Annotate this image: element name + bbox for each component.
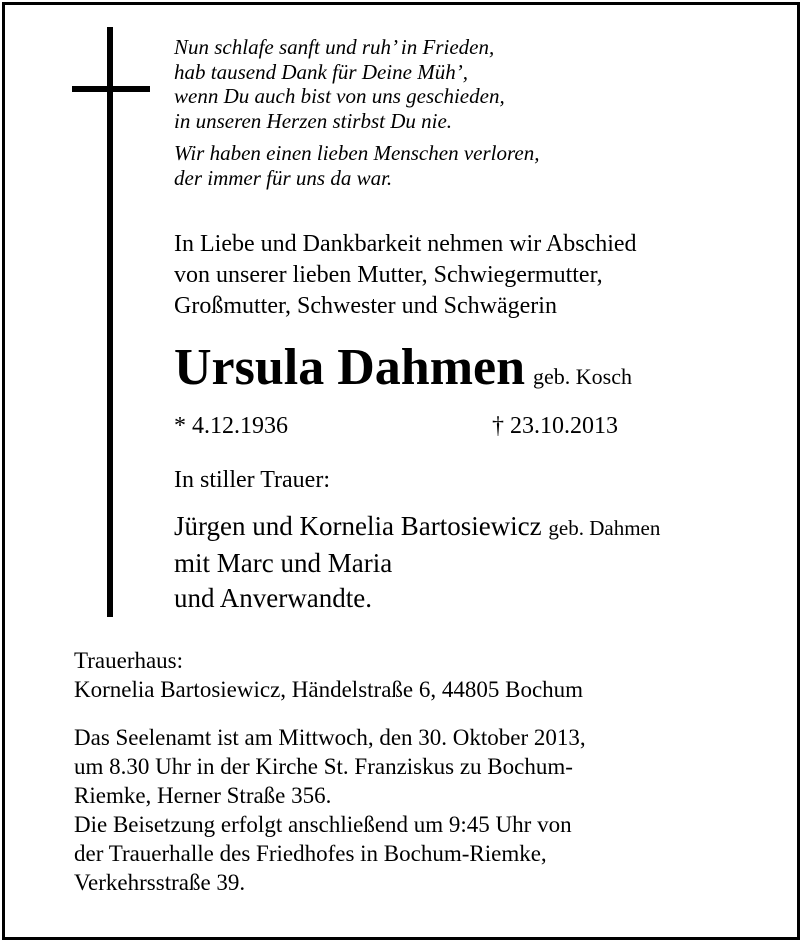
mourner-maiden-name: geb. Dahmen: [548, 516, 661, 540]
birth-date: * 4.12.1936: [174, 413, 288, 439]
deceased-name: Ursula Dahmen: [174, 339, 526, 396]
death-date: † 23.10.2013: [492, 413, 618, 439]
service-line: Riemke, Herner Straße 356.: [74, 783, 332, 808]
intro-line: Großmutter, Schwester und Schwägerin: [174, 293, 557, 319]
service-line: Verkehrsstraße 39.: [74, 870, 246, 895]
service-line: um 8.30 Uhr in der Kirche St. Franziskus zu Bochum-: [74, 754, 573, 779]
mourner-names: Jürgen und Kornelia Bartosiewicz: [174, 511, 542, 541]
house-label: Trauerhaus:: [74, 648, 184, 673]
poem-stanza-2: [174, 141, 539, 190]
cross-icon-horizontal: [72, 86, 150, 92]
poem-line: Nun schlafe sanft und ruh’ in Frieden,: [174, 35, 495, 59]
mourner-line: mit Marc und Maria: [174, 548, 393, 578]
intro-line: In Liebe und Dankbarkeit nehmen wir Abschied: [174, 231, 637, 257]
mourner-line: [174, 509, 660, 546]
service-line: der Trauerhalle des Friedhofes in Bochum-Riemke,: [74, 841, 547, 866]
house-address: Kornelia Bartosiewicz, Händelstraße 6, 44805 Bochum: [74, 677, 584, 702]
poem-line: der immer für uns da war.: [174, 165, 393, 190]
poem-line: Wir haben einen lieben Menschen verloren,: [174, 141, 540, 165]
deceased-name-line: [174, 336, 632, 400]
mourning-house: [74, 646, 583, 704]
farewell-intro: [174, 229, 637, 322]
intro-line: von unserer lieben Mutter, Schwiegermutter,: [174, 262, 603, 288]
service-info: [74, 723, 586, 897]
mourner-line: und Anverwandte.: [174, 583, 372, 613]
poem: [174, 35, 539, 190]
service-line: Das Seelenamt ist am Mittwoch, den 30. Oktober 2013,: [74, 725, 586, 750]
service-line: Die Beisetzung erfolgt anschließend um 9:45 Uhr von: [74, 812, 572, 837]
maiden-name: geb. Kosch: [533, 364, 633, 389]
cross-icon-vertical: [107, 27, 113, 617]
poem-line: hab tausend Dank für Deine Müh’,: [174, 59, 468, 84]
poem-line: in unseren Herzen stirbst Du nie.: [174, 108, 453, 133]
mourners: [174, 509, 660, 616]
poem-stanza-1: [174, 35, 539, 133]
mourning-label: In stiller Trauer:: [174, 467, 330, 493]
poem-line: wenn Du auch bist von uns geschieden,: [174, 84, 505, 108]
